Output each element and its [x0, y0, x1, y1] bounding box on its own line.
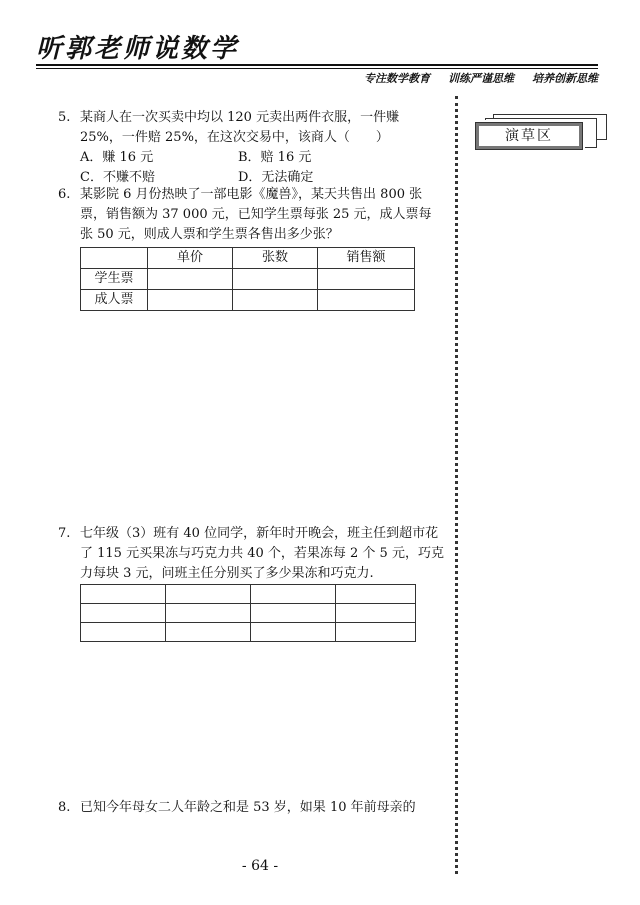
header-slogans — [364, 70, 598, 86]
table-header-cell: 销售额 — [318, 248, 415, 269]
table-cell[interactable] — [233, 269, 318, 290]
header-rule — [36, 64, 598, 66]
question-number: 6. — [58, 187, 71, 202]
table-cell[interactable] — [336, 623, 416, 642]
draft-area-label: 演草区 — [475, 122, 583, 150]
question-text: 已知今年母女二人年龄之和是 53 岁，如果 10 年前母亲的 — [80, 800, 416, 815]
table-header-cell — [81, 248, 148, 269]
table-cell[interactable] — [318, 269, 415, 290]
table-header-cell: 张数 — [233, 248, 318, 269]
table-cell[interactable] — [318, 290, 415, 311]
option-a: A．赚 16 元 — [80, 150, 154, 165]
header-rule-thin — [36, 68, 598, 69]
question-7 — [58, 524, 448, 644]
sales-table — [80, 247, 415, 311]
slogan-1: 专注数学教育 — [364, 72, 430, 85]
question-text: 某商人在一次买卖中均以 120 元卖出两件衣服，一件赚 25%，一件赔 25%，在这次交易中，该商人（ ） — [80, 110, 400, 145]
table-cell[interactable] — [233, 290, 318, 311]
question-text: 七年级（3）班有 40 位同学，新年时开晚会，班主任到超市花了 115 元买果冻与巧克力共 40 个，若果冻每 2 个 5 元，巧克力每块 3 元，问班主任分别买了多少果冻和巧克力. — [80, 526, 444, 581]
slogan-3: 培养创新思维 — [532, 72, 598, 85]
option-d: D．无法确定 — [238, 170, 314, 185]
slogan-2: 训练严谨思维 — [448, 72, 514, 85]
table-cell[interactable] — [166, 585, 251, 604]
question-text: 某影院 6 月份热映了一部电影《魔兽》，某天共售出 800 张票，销售额为 37 000 元，已知学生票每张 25 元，成人票每张 50 元，则成人票和学生票各售出多少张？ — [80, 187, 432, 242]
table-cell[interactable] — [251, 623, 336, 642]
table-row — [81, 604, 416, 623]
table-cell[interactable] — [251, 604, 336, 623]
table-cell: 学生票 — [81, 269, 148, 290]
table-cell[interactable] — [166, 604, 251, 623]
page-number: - 64 - — [241, 858, 279, 874]
table-header-row — [81, 248, 415, 269]
table-row — [81, 585, 416, 604]
table-header-cell: 单价 — [148, 248, 233, 269]
table-row — [81, 269, 415, 290]
table-cell[interactable] — [81, 585, 166, 604]
answer-grid — [80, 584, 416, 642]
table-cell[interactable] — [336, 585, 416, 604]
question-number: 7. — [58, 526, 71, 541]
table-cell[interactable] — [251, 585, 336, 604]
question-options — [80, 148, 420, 188]
table-row — [81, 623, 416, 642]
question-6 — [58, 185, 448, 325]
margin-divider — [455, 96, 458, 874]
table-cell: 成人票 — [81, 290, 148, 311]
table-cell[interactable] — [81, 623, 166, 642]
table-row — [81, 290, 415, 311]
question-number: 8. — [58, 800, 71, 815]
draft-area-box — [475, 114, 607, 160]
table-cell[interactable] — [336, 604, 416, 623]
table-cell[interactable] — [148, 290, 233, 311]
table-cell[interactable] — [166, 623, 251, 642]
question-8 — [58, 798, 448, 820]
header-title: 听郭老师说数学 — [36, 34, 240, 64]
option-b: B．赔 16 元 — [238, 150, 312, 165]
question-number: 5. — [58, 110, 71, 125]
table-cell[interactable] — [81, 604, 166, 623]
table-cell[interactable] — [148, 269, 233, 290]
question-5 — [58, 108, 448, 188]
option-c: C．不赚不赔 — [80, 170, 155, 185]
